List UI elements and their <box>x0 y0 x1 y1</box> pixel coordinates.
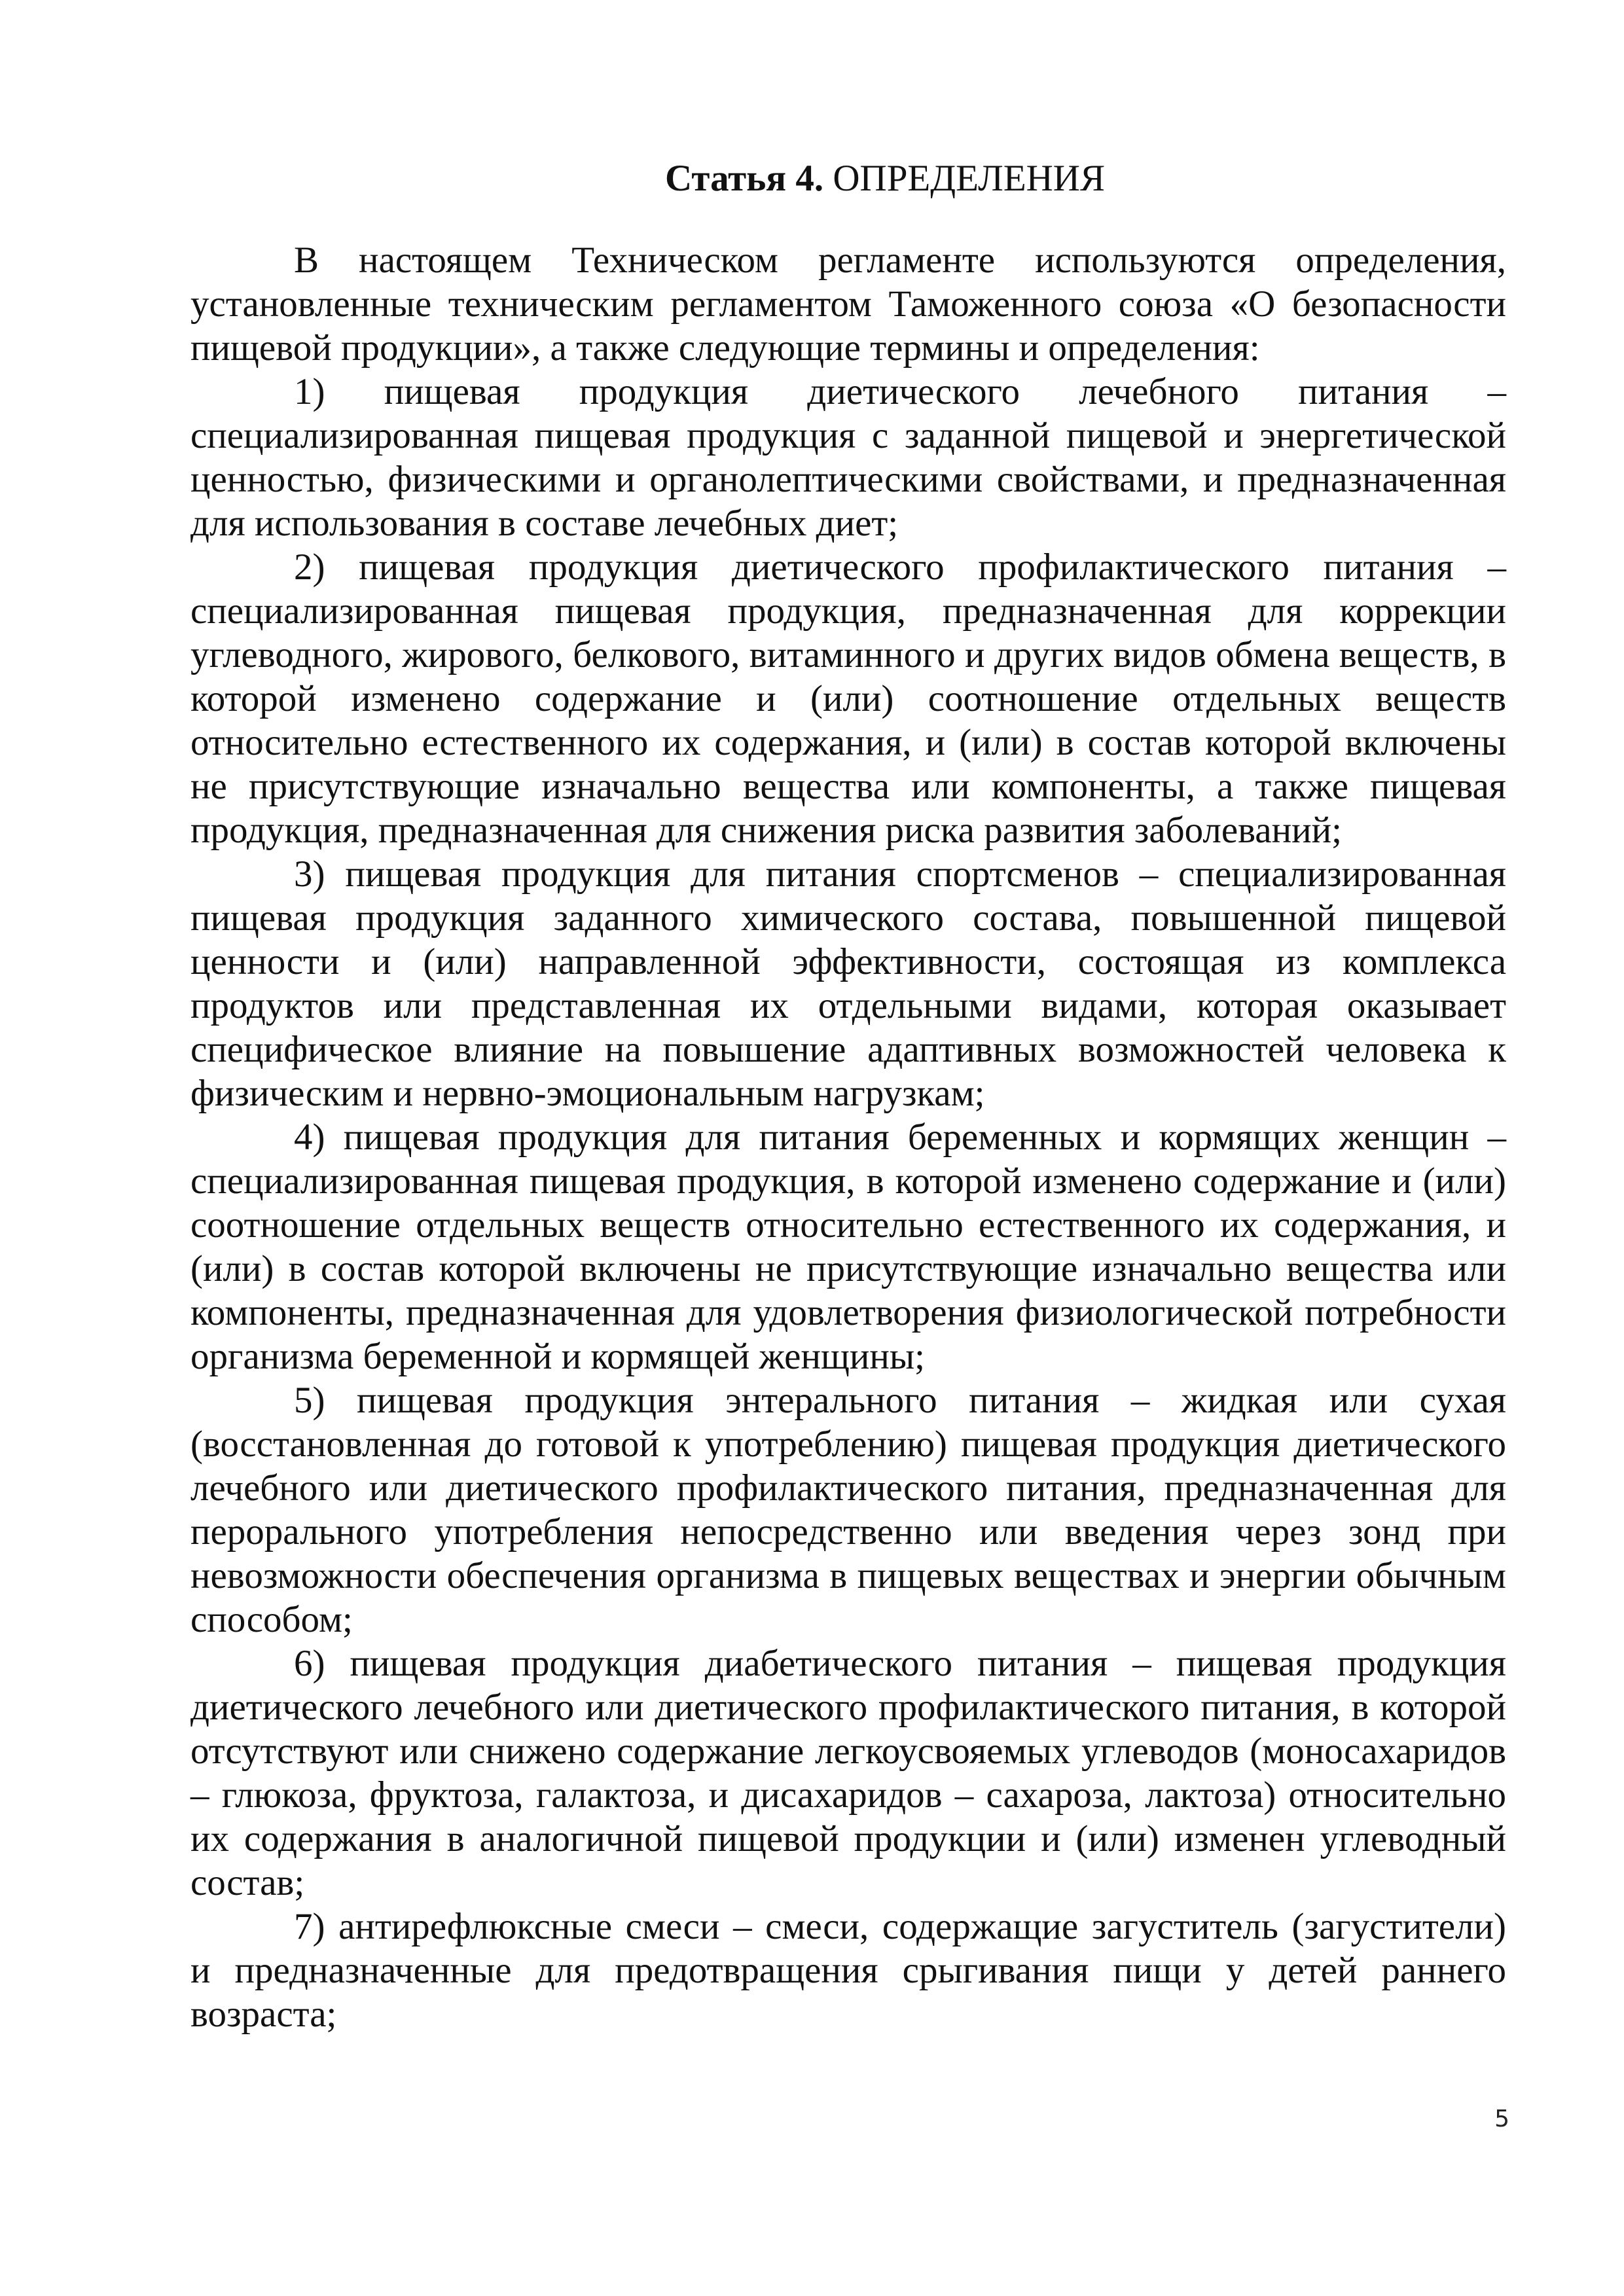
intro-paragraph: В настоящем Техническом регламенте используются определения, установленные техническим регламентом Таможенного союза «О безопасности пищевой продукции», а также следующие термины и определения: <box>190 240 1506 368</box>
article-title: ОПРЕДЕЛЕНИЯ <box>833 158 1105 199</box>
article-number: Статья 4. <box>665 158 824 199</box>
definition-item-5: 5) пищевая продукция энтерального питания – жидкая или сухая (восстановленная до готовой к употреблению) пищевая продукция диетического лечебного или диетического профилактического питания, предназначенная для перорального употребления непосредственно или введения через зонд при невозможности обеспечения организма в пищевых веществах и энергии обычным способом; <box>190 1380 1506 1640</box>
definition-item-3: 3) пищевая продукция для питания спортсменов – специализированная пищевая продукция заданного химического состава, повышенной пищевой ценности и (или) направленной эффективности, состоящая из комплекса продуктов или представленная их отдельными видами, которая оказывает специфическое влияние на повышение адаптивных возможностей человека к физическим и нервно-эмоциональным нагрузкам; <box>190 853 1506 1114</box>
definition-item-7: 7) антирефлюксные смеси – смеси, содержащие загуститель (загустители) и предназначенные для предотвращения срыгивания пищи у детей раннего возраста; <box>190 1906 1506 2035</box>
article-body <box>190 238 1506 2036</box>
page-number: 5 <box>1494 2106 1509 2132</box>
definition-item-4: 4) пищевая продукция для питания беременных и кормящих женщин – специализированная пищевая продукция, в которой изменено содержание и (или) соотношение отдельных веществ относительно естественного их содержания, и (или) в состав которой включены не присутствующие изначально вещества или компоненты, предназначенная для удовлетворения физиологической потребности организма беременной и кормящей женщины; <box>190 1117 1506 1377</box>
definition-item-6: 6) пищевая продукция диабетического питания – пищевая продукция диетического лечебного или диетического профилактического питания, в которой отсутствуют или снижено содержание легкоусвояемых углеводов (моносахаридов – глюкоза, фруктоза, галактоза, и дисахаридов – сахароза, лактоза) относительно их содержания в аналогичной пищевой продукции и (или) изменен углеводный состав; <box>190 1643 1506 1903</box>
definition-item-2: 2) пищевая продукция диетического профилактического питания – специализированная пищевая продукция, предназначенная для коррекции углеводного, жирового, белкового, витаминного и других видов обмена веществ, в которой изменено содержание и (или) соотношение отдельных веществ относительно естественного их содержания, и (или) в состав которой включены не присутствующие изначально вещества или компоненты, а также пищевая продукция, предназначенная для снижения риска развития заболеваний; <box>190 547 1506 851</box>
definition-item-1: 1) пищевая продукция диетического лечебного питания – специализированная пищевая продукция с заданной пищевой и энергетической ценностью, физическими и органолептическими свойствами, и предназначенная для использования в составе лечебных диет; <box>190 371 1506 544</box>
article-heading <box>665 153 1163 204</box>
